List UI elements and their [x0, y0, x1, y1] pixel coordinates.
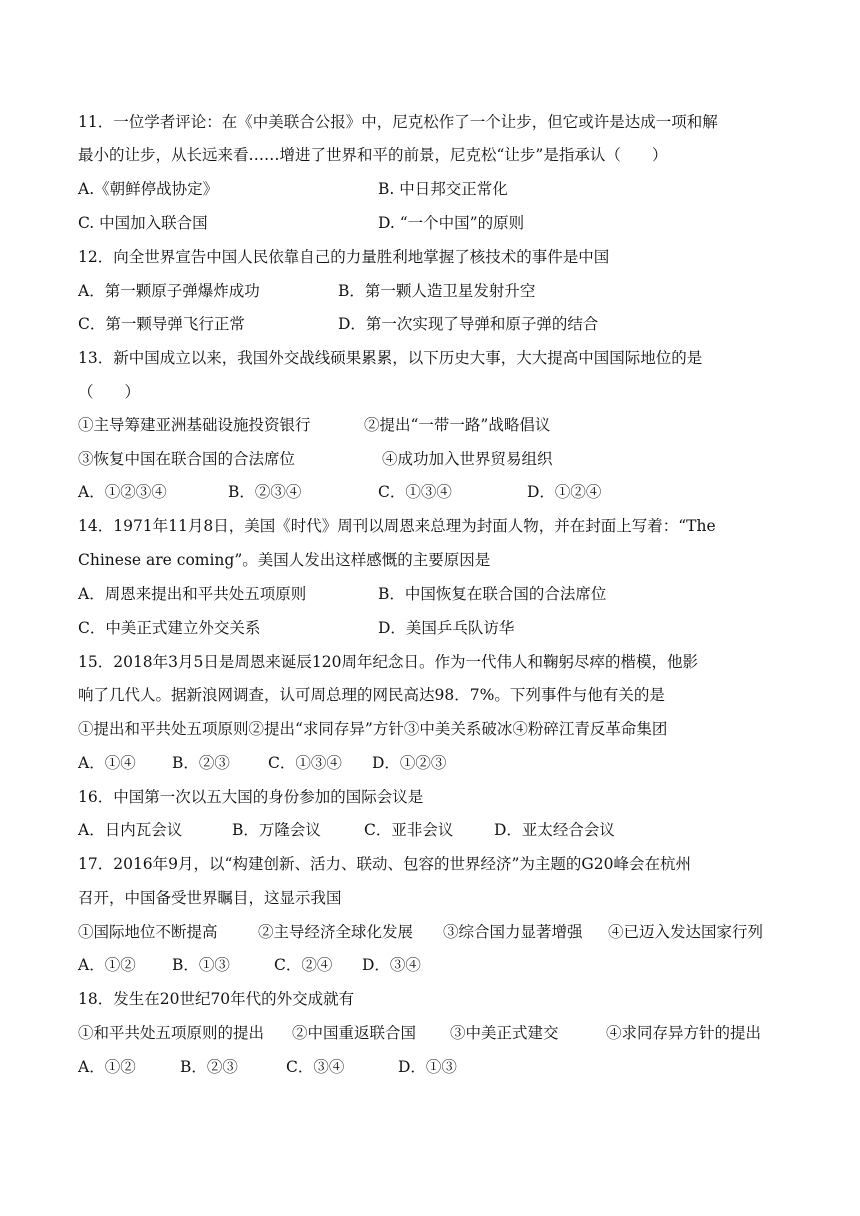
option-c: C．①③④	[268, 754, 342, 772]
statement-4: ④已迈入发达国家行列	[608, 923, 764, 941]
option-d: D．①②④	[527, 483, 602, 501]
option-d: D．第一次实现了导弹和原子弹的结合	[338, 315, 599, 333]
question-18-items	[78, 1021, 784, 1045]
option-d: D．亚太经合会议	[494, 821, 615, 839]
option-c: C．③④	[286, 1058, 345, 1076]
option-c: C. 中国加入联合国	[78, 214, 208, 232]
question-13-items-row-2	[78, 447, 784, 471]
question-18-options	[78, 1055, 784, 1079]
question-text: 18．发生在20世纪70年代的外交成就有	[78, 990, 355, 1008]
option-a: A．①②	[78, 1058, 136, 1076]
option-b: B．②③	[180, 1058, 238, 1076]
option-b: B．万隆会议	[232, 821, 321, 839]
option-a: A．①②③④	[78, 483, 167, 501]
question-text: 13．新中国成立以来，我国外交战线硕果累累，以下历史大事，大大提高中国国际地位的是	[78, 349, 703, 367]
question-11-options-row-2	[78, 211, 784, 235]
option-b: B．中国恢复在联合国的合法席位	[378, 585, 607, 603]
statement-4: ④成功加入世界贸易组织	[382, 450, 553, 468]
question-text: 最小的让步，从长远来看……增进了世界和平的前景，尼克松“让步”是指承认（ ）	[78, 146, 668, 164]
question-15-stem-line-2	[78, 683, 784, 707]
option-b: B．第一颗人造卫星发射升空	[338, 282, 536, 300]
option-d: D．③④	[362, 956, 421, 974]
statement-3: ③综合国力显著增强	[443, 923, 583, 941]
option-a: A.《朝鲜停战协定》	[78, 180, 219, 198]
option-b: B．②③④	[228, 483, 302, 501]
option-d: D. “一个中国”的原则	[378, 214, 525, 232]
question-text: Chinese are coming”。美国人发出这样感慨的主要原因是	[78, 551, 491, 569]
question-16-options	[78, 818, 784, 842]
option-c: C．①③④	[378, 483, 452, 501]
question-17-stem-line-1	[78, 852, 784, 876]
question-text: 15．2018年3月5日是周恩来诞辰120周年纪念日。作为一代伟人和鞠躬尽瘁的楷模，他影	[78, 653, 698, 671]
statement-3: ③中美正式建交	[450, 1024, 559, 1042]
question-text: 14．1971年11月8日，美国《时代》周刊以周恩来总理为封面人物，并在封面上写着：“The	[78, 517, 716, 535]
option-b: B．①③	[172, 956, 230, 974]
question-16-stem-line-1	[78, 785, 784, 809]
statement-2: ②提出“一带一路”战略倡议	[364, 416, 551, 434]
option-c: C．亚非会议	[364, 821, 454, 839]
answer-bracket: （ ）	[78, 383, 141, 401]
question-13-stem-line-2	[78, 380, 784, 404]
question-text: 召开，中国备受世界瞩目，这显示我国	[78, 889, 342, 907]
option-d: D．①②③	[372, 754, 447, 772]
statement-1: ①主导筹建亚洲基础设施投资银行	[78, 416, 311, 434]
option-d: D．美国乒乓队访华	[378, 619, 515, 637]
option-d: D．①③	[398, 1058, 457, 1076]
question-text: 16．中国第一次以五大国的身份参加的国际会议是	[78, 788, 424, 806]
statement-2: ②主导经济全球化发展	[258, 923, 414, 941]
question-17-items	[78, 920, 784, 944]
question-14-options-row-1	[78, 582, 784, 606]
question-text: 响了几代人。据新浪网调查，认可周总理的网民高达98．7%。下列事件与他有关的是	[78, 686, 665, 704]
option-b: B. 中日邦交正常化	[378, 180, 508, 198]
option-a: A．①②	[78, 956, 136, 974]
option-c: C．②④	[274, 956, 333, 974]
question-18-stem-line-1	[78, 987, 784, 1011]
question-12-options-row-1	[78, 279, 784, 303]
question-17-stem-line-2	[78, 886, 784, 910]
question-13-stem-line-1	[78, 346, 784, 370]
question-14-stem-line-2	[78, 548, 784, 572]
option-b: B．②③	[172, 754, 230, 772]
question-text: 11．一位学者评论：在《中美联合公报》中，尼克松作了一个让步，但它或许是达成一项和解	[78, 113, 718, 131]
question-text: 17．2016年9月，以“构建创新、活力、联动、包容的世界经济”为主题的G20峰会在杭州	[78, 855, 691, 873]
question-11-stem-line-1	[78, 110, 784, 134]
question-15-options	[78, 751, 784, 775]
question-11-stem-line-2	[78, 143, 784, 167]
option-a: A．①④	[78, 754, 136, 772]
question-17-options	[78, 953, 784, 977]
statement-3: ③恢复中国在联合国的合法席位	[78, 450, 296, 468]
option-c: C．中美正式建立外交关系	[78, 619, 261, 637]
question-12-options-row-2	[78, 312, 784, 336]
option-c: C．第一颗导弹飞行正常	[78, 315, 245, 333]
question-14-stem-line-1	[78, 514, 784, 538]
question-13-options	[78, 480, 784, 504]
question-11-options-row-1	[78, 177, 784, 201]
option-a: A．第一颗原子弹爆炸成功	[78, 282, 260, 300]
question-text: 12．向全世界宣告中国人民依靠自己的力量胜利地掌握了核技术的事件是中国	[78, 248, 610, 266]
question-13-items-row-1	[78, 413, 784, 437]
question-15-items	[78, 717, 784, 741]
option-a: A．日内瓦会议	[78, 821, 183, 839]
statement-4: ④求同存异方针的提出	[606, 1024, 762, 1042]
statement-1: ①国际地位不断提高	[78, 923, 218, 941]
statement-1: ①和平共处五项原则的提出	[78, 1024, 265, 1042]
statements: ①提出和平共处五项原则②提出“求同存异”方针③中美关系破冰④粉碎江青反革命集团	[78, 720, 668, 738]
question-15-stem-line-1	[78, 650, 784, 674]
question-14-options-row-2	[78, 616, 784, 640]
question-12-stem-line-1	[78, 245, 784, 269]
statement-2: ②中国重返联合国	[292, 1024, 417, 1042]
option-a: A．周恩来提出和平共处五项原则	[78, 585, 307, 603]
